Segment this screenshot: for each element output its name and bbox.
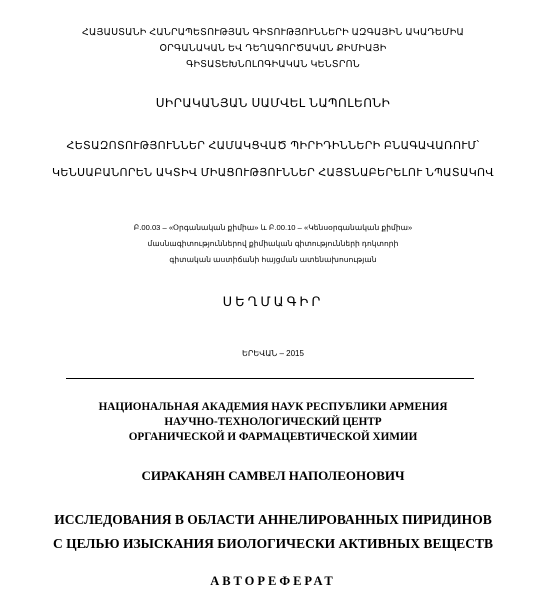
russian-abstract-label: АВТОРЕФЕРАТ (210, 574, 336, 588)
armenian-specialty-line-1: Բ.00.03 – «Օրգանական քիմիա» և Բ.00.10 – «Կենսօրգանական քիմիա» (133, 223, 413, 232)
russian-author-name: СИРАКАНЯН САМВЕЛ НАПОЛЕОНОВИЧ (141, 468, 405, 483)
armenian-institution-line-1: ՀԱՅԱՍՏԱՆԻ ՀԱՆՐԱՊԵՏՈՒԹՅԱՆ ԳԻՏՈՒԹՅՈՒՆՆԵՐԻ ԱԶԳԱՅԻՆ ԱԿԱԴԵՄԻԱ (82, 27, 464, 38)
armenian-author-name: ՍԻՐԱԿԱՆՅԱՆ ՍԱՄՎԵԼ ՆԱՊՈԼԵՈՆԻ (155, 96, 391, 110)
russian-institution-line-2: НАУЧНО-ТЕХНОЛОГИЧЕСКИЙ ЦЕНТР (164, 416, 382, 428)
armenian-institution-line-2: ՕՐԳԱՆԱԿԱՆ ԵՎ ԴԵՂԱԳՈՐԾԱԿԱՆ ՔԻՄԻԱՅԻ (159, 43, 387, 54)
russian-title-line-2: С ЦЕЛЬЮ ИЗЫСКАНИЯ БИОЛОГИЧЕСКИ АКТИВНЫХ ВЕЩЕСТВ (52, 536, 494, 551)
russian-institution-line-3: ОРГАНИЧЕСКОЙ И ФАРМАЦЕВТИЧЕСКОЙ ХИМИИ (128, 431, 418, 443)
russian-institution-line-1: НАЦИОНАЛЬНАЯ АКАДЕМИЯ НАУК РЕСПУБЛИКИ АРМЕНИЯ (98, 401, 448, 413)
section-divider (66, 378, 474, 379)
armenian-specialty-line-3: գիտական աստիճանի հայցման ատենախոսության (169, 255, 377, 264)
armenian-abstract-label: ՍԵՂՄԱԳԻՐ (222, 294, 324, 309)
armenian-title-line-1: ՀԵՏԱԶՈՏՈՒԹՅՈՒՆՆԵՐ ՀԱՄԱԿՑՎԱԾ ՊԻՐԻԴԻՆՆԵՐԻ ԲՆԱԳԱՎԱՌՈՒՄ՝ (66, 140, 480, 152)
russian-title-line-1: ИССЛЕДОВАНИЯ В ОБЛАСТИ АННЕЛИРОВАННЫХ ПИРИДИНОВ (54, 512, 492, 527)
armenian-title-line-2: ԿԵՆՍԱԲԱՆՈՐԵՆ ԱԿՏԻՎ ՄԻԱՑՈՒԹՅՈՒՆՆԵՐ ՀԱՅՏՆԱԲԵՐԵԼՈՒ ՆՊԱՏԱԿՈՎ (52, 167, 494, 179)
armenian-institution-line-3: ԳԻՏԱՏԵԽՆՈԼՈԳԻԱԿԱՆ ԿԵՆՏՐՈՆ (186, 59, 360, 70)
armenian-city-year: ԵՐԵՎԱՆ – 2015 (242, 349, 304, 358)
armenian-specialty-line-2: մասնագիտություններով քիմիական գիտությունների դոկտորի (147, 239, 399, 248)
